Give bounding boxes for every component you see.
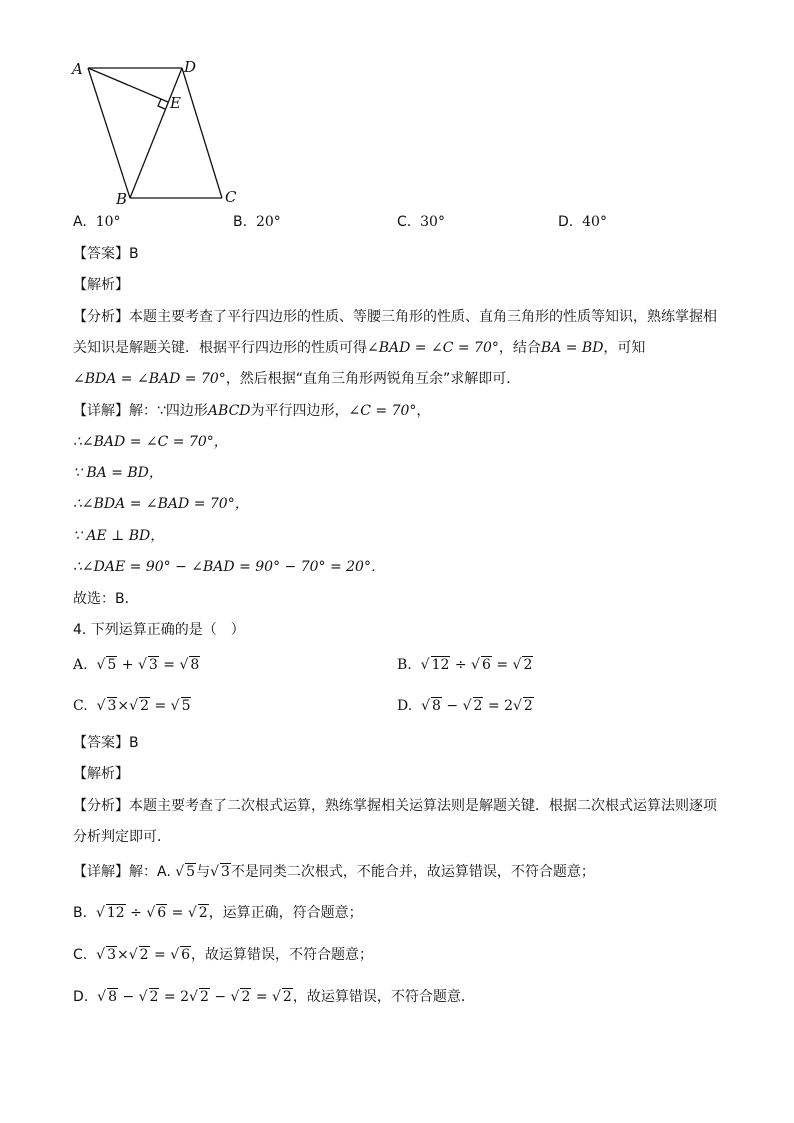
q4-fenxi-line1: 【分析】本题主要考查了二次根式运算，熟练掌握相关运算法则是解题关键．根据二次根式运算法则逐项	[73, 798, 717, 814]
q3-fenxi-line2: 关知识是解题关键．根据平行四边形的性质可得∠BAD = ∠C = 70°，结合BA = BD，可知	[73, 340, 646, 356]
edge-dc	[182, 68, 222, 198]
q3-detail-line: 【详解】解：∵四边形ABCD为平行四边形，∠C = 70°，	[73, 403, 431, 419]
option-d: D. 40°	[558, 214, 607, 230]
q3-fenxi-line3: ∠BDA = ∠BAD = 70°，然后根据“直角三角形两锐角互余”求解即可．	[73, 371, 521, 387]
parallelogram-figure	[66, 54, 266, 214]
edge-ab	[88, 68, 130, 198]
q3-step5: ∴∠DAE = 90° − ∠BAD = 90° − 70° = 20°．	[73, 559, 385, 575]
q3-step2: ∵ BA = BD，	[73, 465, 163, 481]
option-b: B. 20°	[233, 214, 281, 230]
q4-detail-a: 【详解】解：A. √ 5与√ 3不是同类二次根式，不能合并，故运算错误，不符合题意；	[73, 864, 595, 880]
q4-detail-b: B. √ 12 ÷ √ 6 = √ 2，运算正确，符合题意；	[73, 905, 363, 921]
q4-stem: 4. 下列运算正确的是（ ）	[73, 622, 245, 638]
q3-fenxi-line1: 【分析】本题主要考查了平行四边形的性质、等腰三角形的性质、直角三角形的性质等知识，熟练掌握相	[73, 309, 717, 325]
q4-answer: 【答案】B	[73, 735, 139, 751]
q3-step4: ∵ AE ⊥ BD，	[73, 528, 165, 544]
q4-option-d: D. √ 8 − √ 2 = 2√ 2	[397, 698, 533, 714]
q4-option-b: B. √ 12 ÷ √ 6 = √ 2	[397, 657, 533, 673]
option-c: C. 30°	[397, 214, 445, 230]
q3-step1: ∴∠BAD = ∠C = 70°，	[73, 434, 228, 450]
segment-ae	[88, 68, 168, 102]
q3-step3: ∴∠BDA = ∠BAD = 70°，	[73, 496, 249, 512]
label-c: C	[225, 188, 237, 206]
option-a: A. 10°	[73, 214, 121, 230]
label-b: B	[116, 190, 128, 208]
label-a: A	[72, 60, 83, 78]
q4-option-c: C. √ 3×√ 2 = √ 5	[73, 698, 191, 714]
q3-answer: 【答案】B	[73, 246, 139, 262]
label-d: D	[184, 58, 197, 76]
label-e: E	[170, 94, 181, 112]
q4-option-a: A. √ 5 + √ 3 = √ 8	[73, 657, 200, 673]
q4-detail-d: D. √ 8 − √ 2 = 2√ 2 − √ 2 = √ 2，故运算错误，不符合题意．	[73, 989, 475, 1005]
q3-analysis-label: 【解析】	[73, 277, 129, 293]
diagonal-bd	[130, 68, 182, 198]
q4-fenxi-line2: 分析判定即可．	[73, 829, 171, 845]
q4-analysis-label: 【解析】	[73, 766, 129, 782]
q4-detail-c: C. √ 3×√ 2 = √ 6，故运算错误，不符合题意；	[73, 947, 374, 963]
q3-choose: 故选：B．	[73, 591, 139, 607]
